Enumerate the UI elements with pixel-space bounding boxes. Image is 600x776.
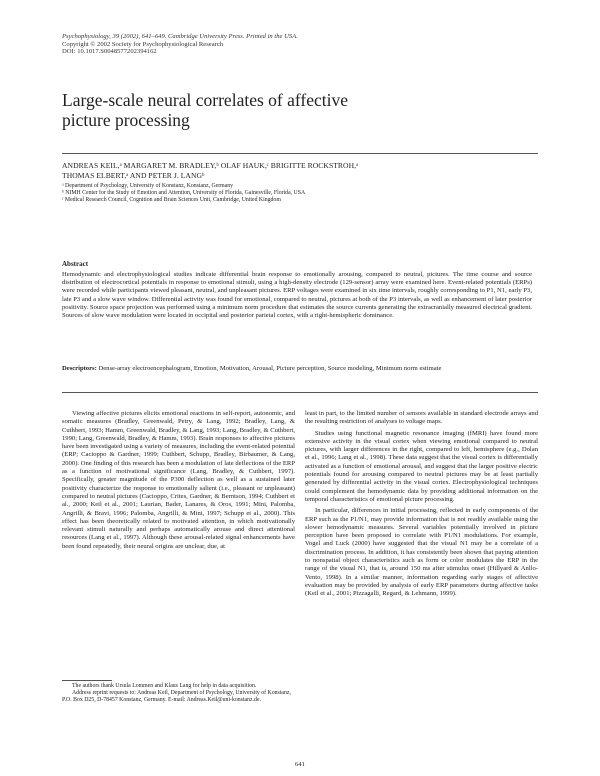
affiliation-c: ᶜ Medical Research Council, Cognition and Brain Sciences Unit, Cambridge, United Kingdom bbox=[62, 197, 281, 204]
affiliation-a: ᵃ Department of Psychology, University of Konstanz, Konstanz, Germany bbox=[62, 183, 234, 189]
footnote-address: Address reprint requests to: Andreas Keil, Department of Psychology, University of Konstanz, P.O. Box D25, D-78457 Konstanz, Germany. E-mail: Andreas.Keil@uni-konstanz.de. bbox=[62, 690, 291, 704]
page-number: 641 bbox=[295, 761, 305, 768]
journal-line: Psychophysiology, 39 (2002), 641–649. Cambridge University Press. Printed in the USA. bbox=[62, 33, 298, 40]
body-left-column bbox=[62, 410, 295, 554]
footnote-acknowledgment: The authors thank Ursula Lommen and Klaus Lang for help in data acquisition. bbox=[72, 683, 257, 689]
title-line-1: Large-scale neural correlates of affective bbox=[62, 90, 348, 110]
affiliation-b: ᵇ NIMH Center for the Study of Emotion and Attention, University of Florida, Gainesville, Florida, USA bbox=[62, 190, 306, 197]
abstract-text: Hemodynamic and electrophysiological studies indicate differential brain response to emotionally arousing, compared to neutral, pictures. The time course and source distribution of electrocortical potentials in response to emotional stimuli, using a high-density electrode (129-sensor) array were examined here. Event-related potentials (ERPs) were recorded while participants viewed pleasant, neutral, and unpleasant pictures. ERP voltages were examined in six time intervals, roughly corresponding to P1, N1, early P3, late P3 and a slow wave window. Differential activity was found for emotional, compared to neutral, pictures at both of the P3 intervals, as well as enhancement of later posterior positivity. Source space projection was performed using a minimum norm procedure that estimates the source currents generating the extracranially measured electrical gradient. Sources of slow wave modulation were located in occipital and posterior parietal cortex, with a right-hemispheric dominance. bbox=[62, 271, 532, 320]
body-paragraph: Studies using functional magnetic resonance imaging (fMRI) have found more extensive activity in the visual cortex when viewing emotional compared to neutral pictures, with larger differences in the right, compared to left, hemisphere (e.g., Dolan et al., 1996; Lang et al., 1998). These data suggest that the visual cortex is differentially activated as a function of emotional arousal, and suggest that the larger positive electric potentials found for arousing compared to neutral pictures may be at least partially generated by differential activity in the visual cortex. Electrophysiological techniques could complement the hemodynamic data by providing additional information on the temporal characteristics of emotional picture processing. bbox=[305, 429, 538, 503]
authors-line-1: ANDREAS KEIL,ᵃ MARGARET M. BRADLEY,ᵇ OLAF HAUK,ᶜ BRIGITTE ROCKSTROH,ᵃ bbox=[62, 161, 359, 170]
descriptors bbox=[62, 365, 532, 373]
body-right-column bbox=[305, 410, 538, 602]
footnote-rule bbox=[62, 680, 112, 681]
body-paragraph: In particular, differences in initial processing, reflected in early components of the ERP such as the P1/N1, may provide information that is not readily available using the slower hemodynamic measures. Several variables potentially involved in picture perception have been proposed to correlate with P1/N1 modulations. For example, Vogel and Luck (2000) have suggested that the visual N1 may be a correlate of a discrimination process. In addition, it has consistently been shown that paying attention to nonspatial object characteristics such as form or color modulates the ERP in the range of the visual N1, that is, around 150 ms after stimulus onset (Hillyard & Anllo-Vento, 1998). In a similar manner, information regarding early stages of affective evaluation may be provided by analysis of early ERP parameters during affective tasks (Keil et al., 2001; Pizzagalli, Regard, & Lehmann, 1999). bbox=[305, 507, 538, 598]
body-paragraph: Viewing affective pictures elicits emotional reactions in self-report, autonomic, and somatic measures (Bradley, Greenwald, Petry, & Lang, 1992; Bradley, Lang, & Cuthbert, 1993; Hamm, Greenwald, Bradley, & Lang, 1993; Lang, Bradley, & Cuthbert, 1990; Lang, Greenwald, Bradley, & Hamm, 1993). Brain responses to affective pictures have been investigated using a variety of measures, including the event-related potential (ERP; Cacioppo & Gardner, 1999; Cuthbert, Schupp, Bradley, Birbaumer, & Lang, 2000). One finding of this research has been a modulation of late deflections of the ERP as a function of motivational significance (Lang, Bradley, & Cuthbert, 1997). Specifically, greater magnitude of the P300 deflection as well as a sustained later positivity characterize the response to emotionally salient (i.e., pleasant or unpleasant) compared to neutral pictures (Cacioppo, Crites, Gardner, & Berntson, 1994; Cuthbert et al., 2000; Keil et al., 2001; Laurian, Bader, Lanares, & Oros, 1991; Mini, Palomba, Angrilli, & Bravi, 1996; Palomba, Angrilli, & Mini, 1997; Schupp et al., 2000). This effect has been theoretically related to motivated attention, in which motivationally relevant stimuli naturally and perhaps automatically arouse and direct attentional resources (Lang et al., 1997). Although these arousal-related signal enhancements have been found repeatedly, their neural origins are unclear, due, at bbox=[62, 410, 295, 550]
title-line-2: picture processing bbox=[62, 110, 190, 130]
descriptors-label: Descriptors: bbox=[62, 365, 97, 372]
abstract-rule bbox=[62, 392, 538, 393]
authors-line-2: THOMAS ELBERT,ᵃ AND PETER J. LANGᵇ bbox=[62, 170, 205, 180]
copyright-line: Copyright © 2002 Society for Psychophysiological Research bbox=[62, 40, 224, 48]
affiliations bbox=[62, 183, 542, 205]
doi-line: DOI: 10.1017.S0048577202394162 bbox=[62, 48, 157, 56]
descriptors-text: Dense-array electroencephalogram, Emotion, Motivation, Arousal, Picture perception, Source modeling, Minimum norm estimate bbox=[98, 365, 442, 372]
running-header bbox=[62, 33, 298, 56]
article-title bbox=[62, 90, 482, 130]
title-rule bbox=[62, 153, 538, 154]
abstract-heading: Abstract bbox=[62, 260, 89, 268]
body-paragraph: least in part, to the limited number of sensors available in standard electrode arrays and the resulting restriction of analyses to voltage maps. bbox=[305, 410, 538, 426]
author-list bbox=[62, 161, 542, 180]
footnotes bbox=[62, 683, 295, 705]
